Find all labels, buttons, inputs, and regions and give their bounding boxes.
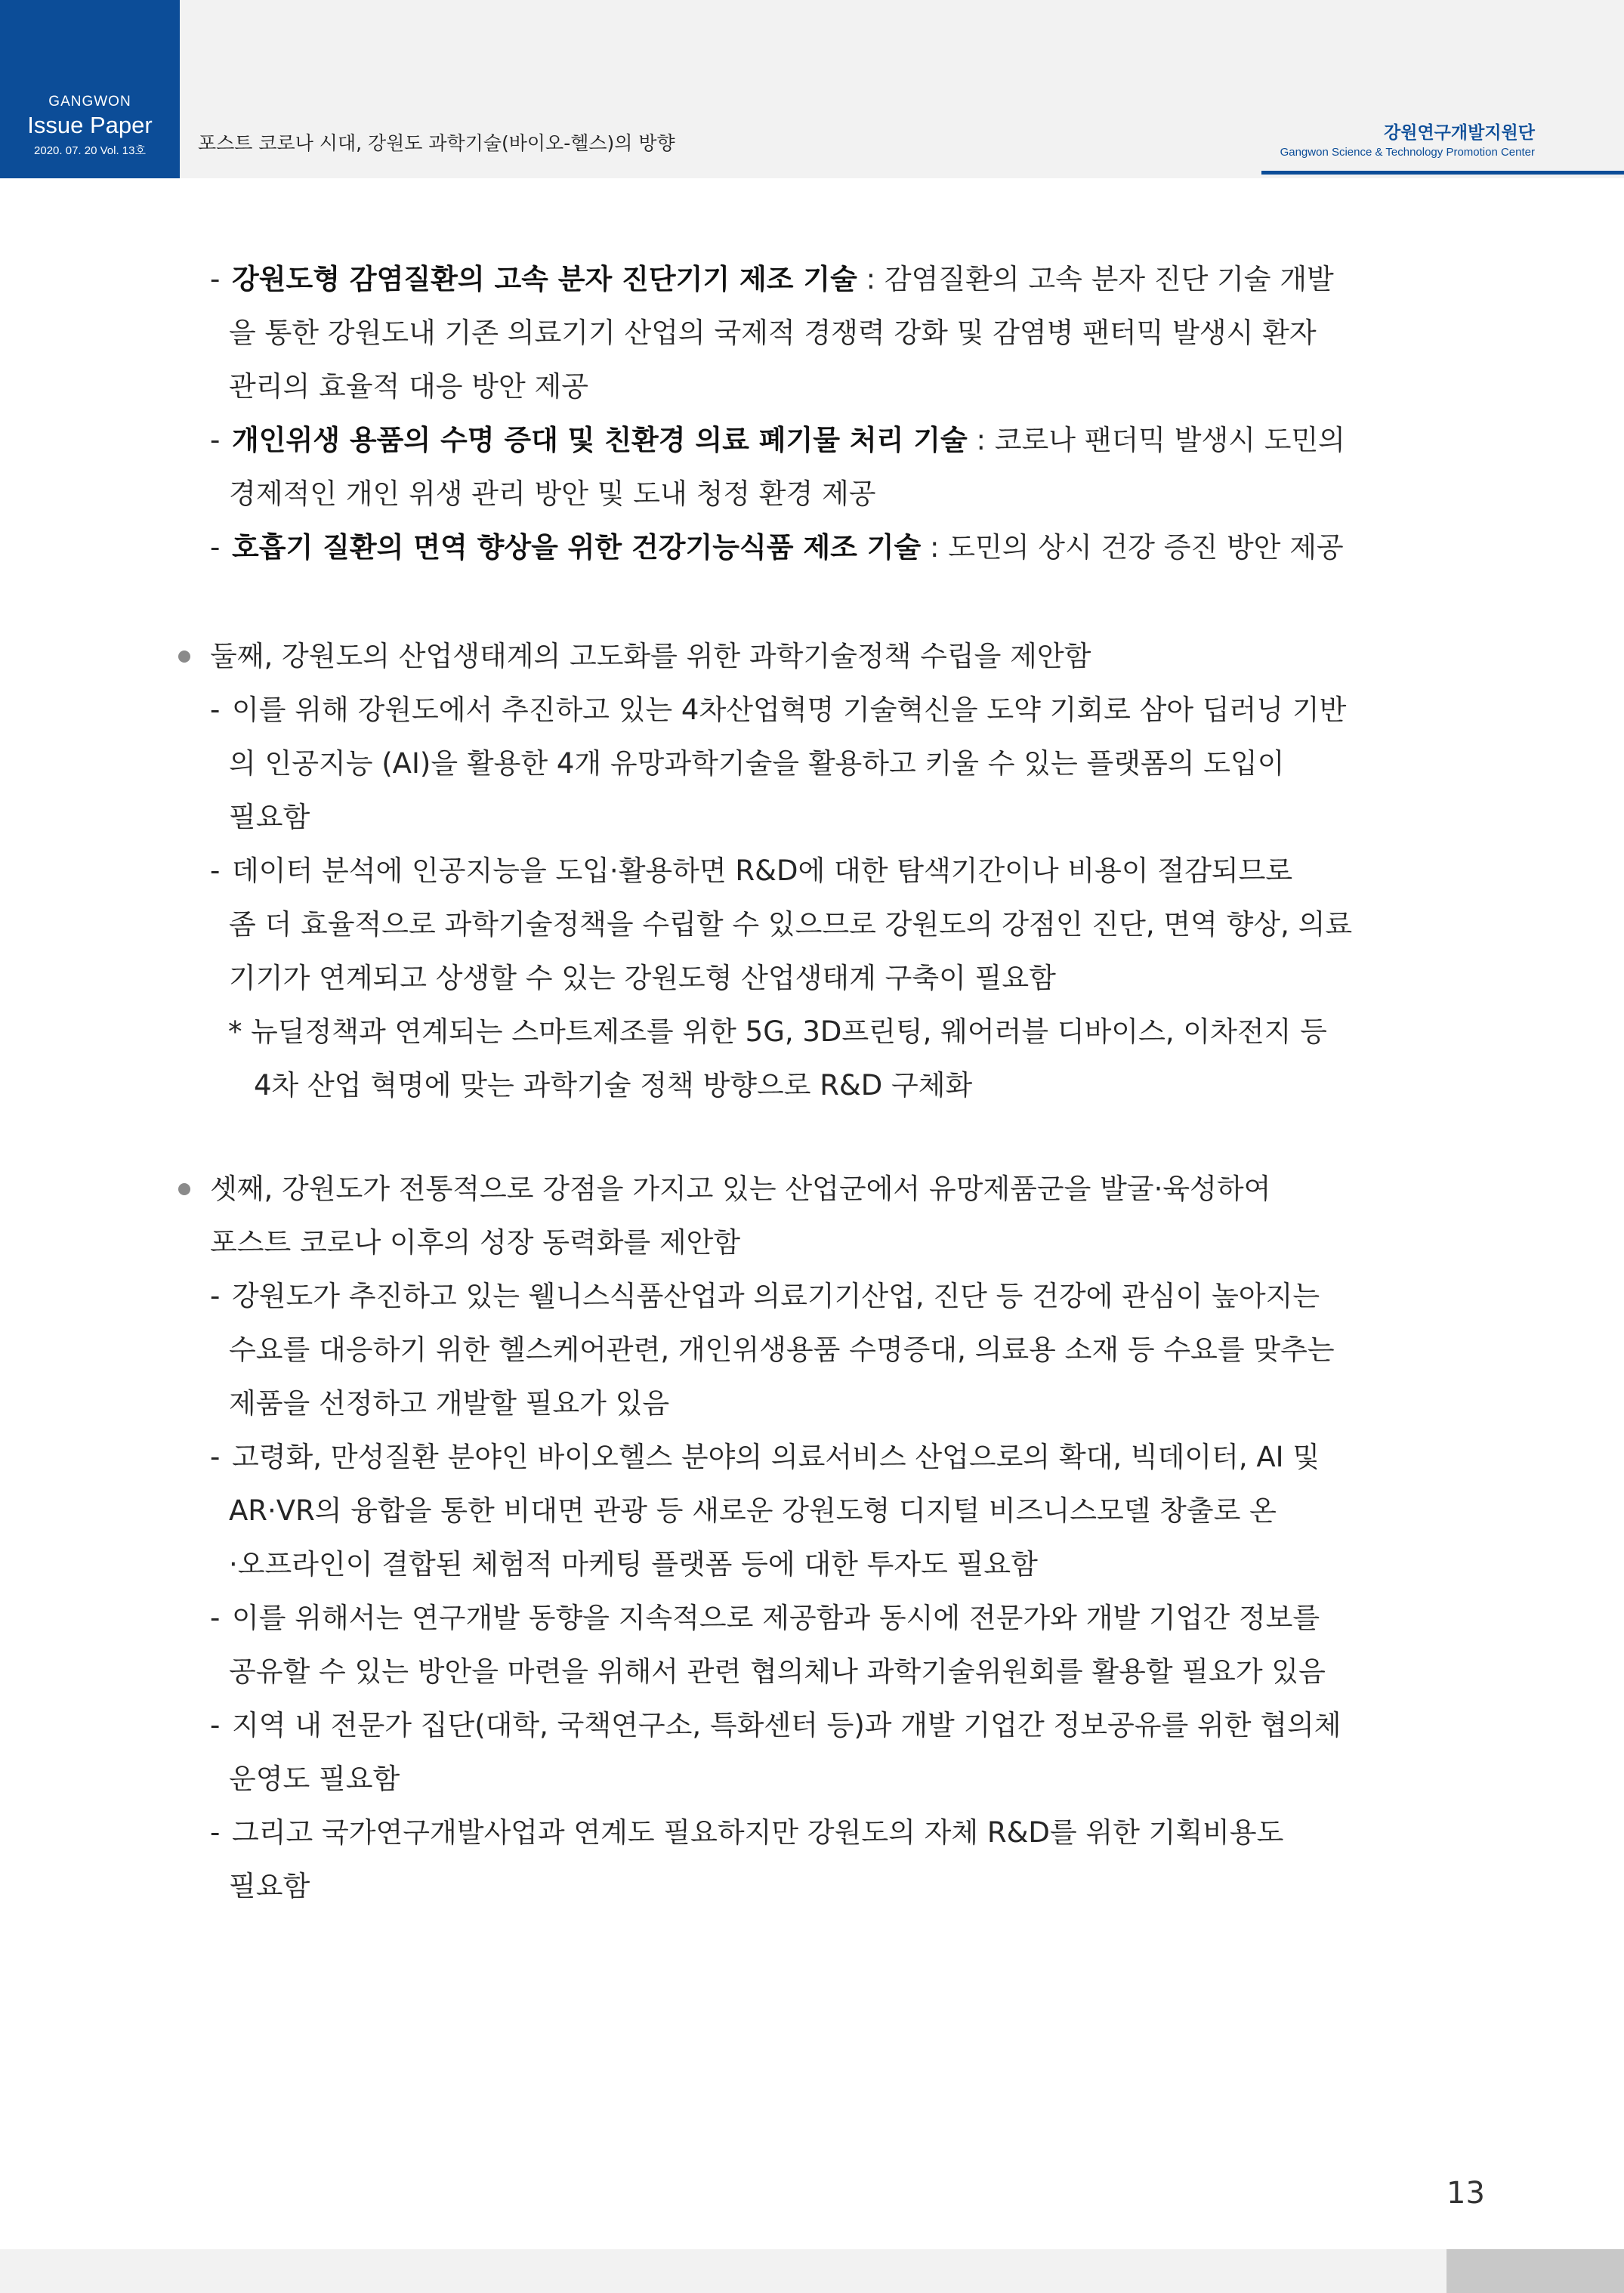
list-item-line: ·오프라인이 결합된 체험적 마케팅 플랫폼 등에 대한 투자도 필요함 <box>229 1548 1038 1581</box>
item-text: : 도민의 상시 건강 증진 방안 제공 <box>921 531 1344 564</box>
list-item-line: 의 인공지능 (AI)을 활용한 4개 유망과학기술을 활용하고 키울 수 있는 플랫폼의 도입이 <box>229 747 1285 780</box>
list-item-line <box>232 260 1334 299</box>
page-number: 13 <box>1446 2176 1485 2211</box>
list-item-line: 제품을 선정하고 개발할 필요가 있음 <box>229 1387 670 1420</box>
organization-name-korean: 강원연구개발지원단 <box>1384 123 1535 143</box>
note-line: 4차 산업 혁명에 맞는 과학기술 정책 방향으로 R&D 구체화 <box>254 1069 973 1102</box>
list-item-line: 공유할 수 있는 방안을 마련을 위해서 관련 협의체나 과학기술위원회를 활용할 필요가 있음 <box>229 1655 1326 1688</box>
list-item-marker: - <box>210 1709 221 1741</box>
list-item-line: 지역 내 전문가 집단(대학, 국책연구소, 특화센터 등)과 개발 기업간 정보공유를 위한 협의체 <box>232 1709 1341 1741</box>
item-text: : 감염질환의 고속 분자 진단 기술 개발 <box>857 263 1334 295</box>
list-item-marker: - <box>210 424 221 456</box>
item-text: : 코로나 팬더믹 발생시 도민의 <box>967 424 1345 456</box>
series-label: Issue Paper <box>27 112 153 138</box>
header-underline <box>1261 171 1624 175</box>
footer-tab <box>1446 2249 1624 2293</box>
list-item-marker: - <box>210 263 221 295</box>
list-item-line: 운영도 필요함 <box>229 1763 400 1795</box>
list-item-marker: - <box>210 694 221 726</box>
list-item-marker: - <box>210 1280 221 1312</box>
list-item-line: 그리고 국가연구개발사업과 연계도 필요하지만 강원도의 자체 R&D를 위한 기획비용도 <box>232 1816 1284 1849</box>
list-item-line: 경제적인 개인 위생 관리 방안 및 도내 청정 환경 제공 <box>229 477 876 510</box>
list-item-line: 을 통한 강원도내 기존 의료기기 산업의 국제적 경쟁력 강화 및 감염병 팬터믹 발생시 환자 <box>229 317 1317 349</box>
list-item-line: 데이터 분석에 인공지능을 도입·활용하면 R&D에 대한 탐색기간이나 비용이 절감되므로 <box>232 854 1293 887</box>
list-item-marker: - <box>210 854 221 887</box>
list-item-line: 관리의 효율적 대응 방안 제공 <box>229 370 588 403</box>
bullet-icon <box>178 1183 190 1195</box>
note-marker: * <box>228 1015 242 1048</box>
list-item-line: 수요를 대응하기 위한 헬스케어관련, 개인위생용품 수명증대, 의료용 소재 등 수요를 맞추는 <box>229 1333 1335 1366</box>
item-title: 호흡기 질환의 면역 향상을 위한 건강기능식품 제조 기술 <box>232 531 922 564</box>
item-title: 개인위생 용품의 수명 증대 및 친환경 의료 폐기물 처리 기술 <box>232 424 968 456</box>
issue-paper-badge <box>0 0 180 178</box>
list-item-line: 필요함 <box>229 1870 310 1902</box>
list-item-line: 강원도가 추진하고 있는 웰니스식품산업과 의료기기산업, 진단 등 건강에 관심이 높아지는 <box>232 1280 1320 1312</box>
issue-date: 2020. 07. 20 Vol. 13호 <box>34 144 146 157</box>
list-item-marker: - <box>210 1441 221 1473</box>
list-item-line: 기기가 연계되고 상생할 수 있는 강원도형 산업생태계 구축이 필요함 <box>229 962 1056 994</box>
page-footer <box>0 2249 1624 2293</box>
organization-name-english: Gangwon Science & Technology Promotion Center <box>1280 146 1535 159</box>
item-title: 강원도형 감염질환의 고속 분자 진단기기 제조 기술 <box>232 263 857 295</box>
list-item-marker: - <box>210 1816 221 1849</box>
list-item-line <box>232 421 1345 460</box>
list-item-line: 좀 더 효율적으로 과학기술정책을 수립할 수 있으므로 강원도의 강점인 진단, 면역 향상, 의료 <box>229 908 1353 941</box>
list-item-line <box>232 528 1344 567</box>
section-heading: 셋째, 강원도가 전통적으로 강점을 가지고 있는 산업군에서 유망제품군을 발굴·육성하여 <box>210 1173 1271 1205</box>
list-item-marker: - <box>210 531 221 564</box>
brand-label: GANGWON <box>48 94 131 110</box>
list-item-line: 이를 위해서는 연구개발 동향을 지속적으로 제공함과 동시에 전문가와 개발 기업간 정보를 <box>232 1602 1320 1634</box>
note-line: 뉴딜정책과 연계되는 스마트제조를 위한 5G, 3D프린팅, 웨어러블 디바이스, 이차전지 등 <box>251 1015 1327 1048</box>
section-heading: 포스트 코로나 이후의 성장 동력화를 제안함 <box>210 1226 741 1259</box>
list-item-line: 고령화, 만성질환 분야인 바이오헬스 분야의 의료서비스 산업으로의 확대, 빅데이터, AI 및 <box>232 1441 1320 1473</box>
bullet-icon <box>178 651 190 663</box>
section-heading: 둘째, 강원도의 산업생태계의 고도화를 위한 과학기술정책 수립을 제안함 <box>210 640 1091 672</box>
list-item-marker: - <box>210 1602 221 1634</box>
list-item-line: 이를 위해 강원도에서 추진하고 있는 4차산업혁명 기술혁신을 도약 기회로 삼아 딥러닝 기반 <box>232 694 1347 726</box>
list-item-line: 필요함 <box>229 801 310 833</box>
list-item-line: AR·VR의 융합을 통한 비대면 관광 등 새로운 강원도형 디지털 비즈니스모델 창출로 온 <box>229 1494 1277 1527</box>
document-title: 포스트 코로나 시대, 강원도 과학기술(바이오-헬스)의 방향 <box>198 132 675 154</box>
